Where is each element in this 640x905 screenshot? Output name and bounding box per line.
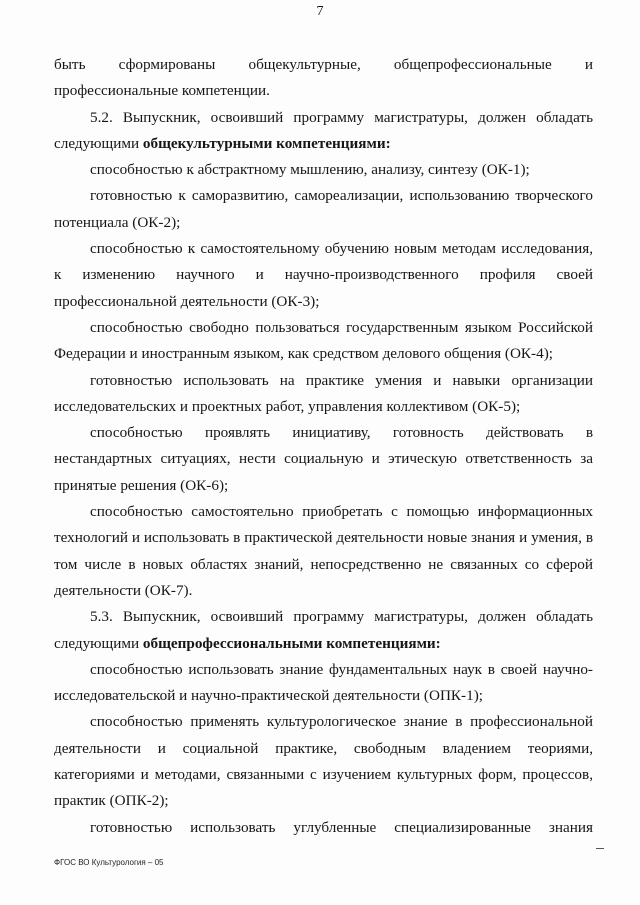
section-5-2-heading: [54, 105, 593, 158]
competence-opk-2: [54, 709, 593, 814]
scan-mark: [596, 848, 604, 849]
competence-opk-3-start: [54, 815, 593, 841]
paragraph-text: быть сформированы общекультурные, общепрофессиональные и профессиональные компетенции.: [54, 56, 593, 100]
competence-ok-2: [54, 183, 593, 236]
bold-term: общекультурными компетенциями:: [142, 134, 391, 152]
document-body: [54, 52, 593, 841]
paragraph-intro: [54, 52, 593, 105]
competence-ok-1: [54, 157, 593, 183]
paragraph-text: способностью к абстрактному мышлению, анализу, синтезу (ОК-1);: [90, 161, 530, 179]
paragraph-text: способностью проявлять инициативу, готовность действовать в нестандартных ситуациях, нести социальную и этическую ответственность за принятые решения (ОК-6);: [54, 424, 593, 494]
page-footer: ФГОС ВО Культурология – 05: [54, 858, 164, 867]
paragraph-text: готовностью к саморазвитию, самореализации, использованию творческого потенциала (ОК-2);: [54, 187, 593, 231]
paragraph-text: способностью к самостоятельному обучению новым методам исследования, к изменению научного и научно-производственного профиля своей профессиональной деятельности (ОК-3);: [54, 240, 593, 310]
paragraph-text: готовностью использовать углубленные специализированные знания: [90, 818, 593, 836]
competence-ok-5: [54, 368, 593, 421]
competence-ok-6: [54, 420, 593, 499]
paragraph-text: способностью использовать знание фундаментальных наук в своей научно-исследовательской и научно-практической деятельности (ОПК-1);: [54, 660, 593, 705]
competence-ok-3: [54, 236, 593, 315]
competence-opk-1: [54, 657, 593, 710]
paragraph-text: 5.3. Выпускник, освоивший программу магистратуры, должен обладать следующими: [54, 608, 593, 652]
section-5-3-heading: [54, 604, 593, 657]
paragraph-text: способностью свободно пользоваться государственным языком Российской Федерации и иностранным языком, как средством делового общения (ОК-4);: [54, 318, 593, 363]
page-number: 7: [316, 4, 324, 19]
paragraph-text: способностью применять культурологическое знание в профессиональной деятельности и социальной практике, свободным владением теориями, категориями и методами, связанными с изучением культурных форм, процессов, практик (ОПК-2);: [54, 713, 593, 810]
bold-term: общепрофессиональными компетенциями:: [142, 634, 441, 652]
paragraph-text: 5.2. Выпускник, освоивший программу магистратуры, должен обладать следующими: [54, 108, 593, 152]
competence-ok-4: [54, 315, 593, 368]
paragraph-text: способностью самостоятельно приобретать с помощью информационных технологий и использовать в практической деятельности новые знания и умения, в том числе в новых областях знаний, непосредственно не связанных со сферой деятельности (ОК-7).: [54, 503, 593, 599]
paragraph-text: готовностью использовать на практике умения и навыки организации исследовательских и проектных работ, управления коллективом (ОК-5);: [54, 371, 593, 415]
competence-ok-7: [54, 499, 593, 604]
